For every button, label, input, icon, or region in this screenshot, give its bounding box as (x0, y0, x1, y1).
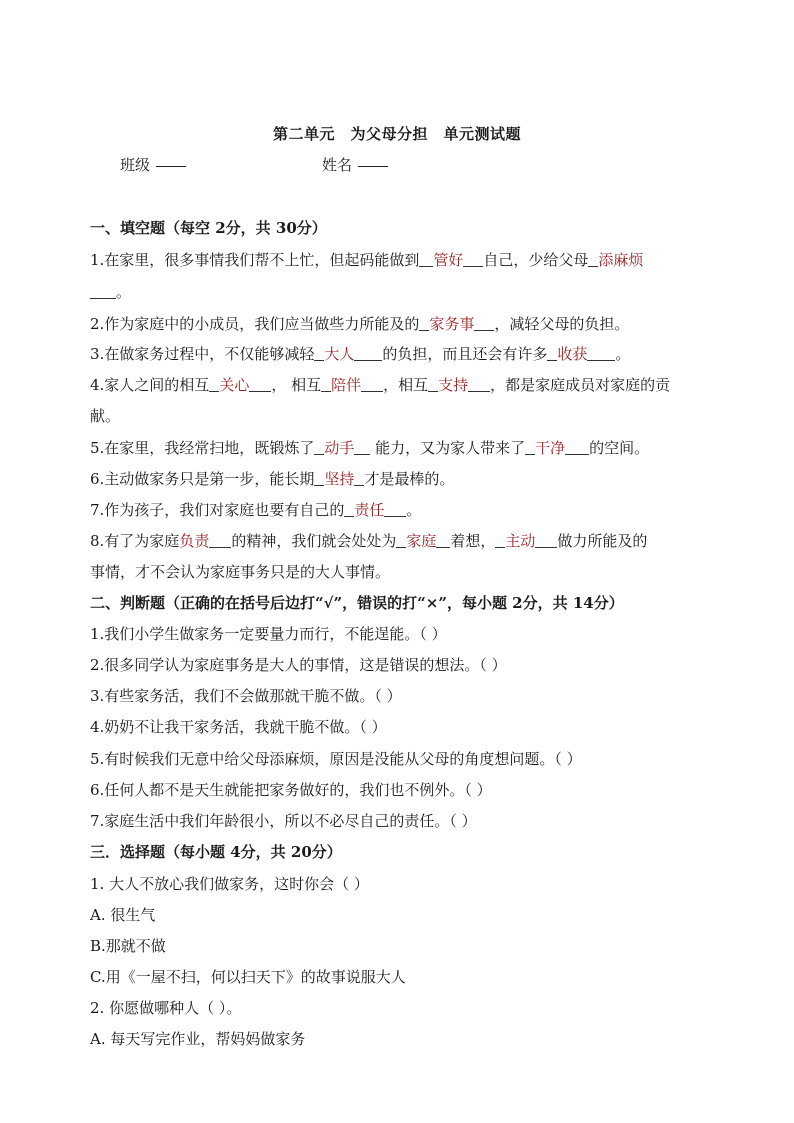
choice-option-1c: C.用《一屋不扫，何以扫天下》的故事说服大人 (90, 968, 406, 986)
judge-item-1: 1.我们小学生做家务一定要量力而行，不能逞能。（ ） (90, 625, 447, 643)
fill-question-7: 7.作为孩子，我们对家庭也要有自己的 责任 。 (90, 501, 422, 519)
fill-question-1-cont: 。 (90, 281, 131, 302)
judge-item-6: 6.任何人都不是天生就能把家务做好的，我们也不例外。（ ） (90, 781, 492, 799)
page-title: 第二单元 为父母分担 单元测试题 (272, 125, 521, 143)
judge-item-3: 3.有些家务活，我们不会做那就干脆不做。（ ） (90, 687, 402, 705)
fill-question-8-cont: 事情，才不会认为家庭事务只是的大人事情。 (90, 563, 391, 581)
class-label: 班级 (120, 156, 151, 174)
choice-question-2: 2. 你愿做哪种人（ ）。 (90, 999, 242, 1017)
name-label: 姓名 (322, 156, 353, 174)
name-field (322, 154, 388, 175)
fill-question-8: 8.有了为家庭负责 的精神，我们就会处处为 家庭 着想， 主动 做力所能及的 (90, 532, 648, 550)
fill-question-6: 6.主动做家务只是第一步，能长期 坚持 才是最棒的。 (90, 470, 455, 488)
choice-question-1: 1. 大人不放心我们做家务，这时你会（ ） (90, 875, 369, 893)
choice-option-1a: A. 很生气 (90, 906, 156, 924)
name-blank (358, 166, 388, 167)
judge-item-5: 5.有时候我们无意中给父母添麻烦，原因是没能从父母的角度想问题。（ ） (90, 750, 582, 768)
section1-heading: 一、填空题（每空 2分，共 30分） (90, 219, 327, 237)
class-blank (156, 166, 186, 167)
choice-option-1b: B.那就不做 (90, 937, 166, 955)
section2-heading: 二、判断题（正确的在括号后边打“√”，错误的打“×”，每小题 2分，共 14分） (90, 594, 624, 612)
choice-option-2a: A. 每天写完作业，帮妈妈做家务 (90, 1030, 306, 1048)
fill-question-4: 4.家人之间的相互 关心 ， 相互 陪伴 ，相互 支持 ，都是家庭成员对家庭的贡 (90, 376, 671, 394)
class-field (120, 154, 186, 175)
judge-item-7: 7.家庭生活中我们年龄很小，所以不必尽自己的责任。（ ） (90, 812, 477, 830)
section3-heading: 三．选择题（每小题 4分，共 20分） (90, 843, 342, 861)
fill-question-4-cont: 献。 (90, 407, 121, 425)
fill-question-5: 5.在家里，我经常扫地，既锻炼了 动手 能力，又为家人带来了 干净 的空间。 (90, 439, 650, 457)
judge-item-2: 2.很多同学认为家庭事务是大人的事情，这是错误的想法。（ ） (90, 656, 507, 674)
fill-question-1: 1.在家里，很多事情我们帮不上忙，但起码能做到 管好 自己，少给父母 添麻烦 (90, 251, 644, 269)
judge-item-4: 4.奶奶不让我干家务活，我就干脆不做。（ ） (90, 718, 387, 736)
fill-question-3: 3.在做家务过程中，不仅能够减轻 大人 的负担，而且还会有许多 收获 。 (90, 345, 631, 363)
fill-question-2: 2.作为家庭中的小成员，我们应当做些力所能及的 家务事 ，减轻父母的负担。 (90, 315, 630, 333)
